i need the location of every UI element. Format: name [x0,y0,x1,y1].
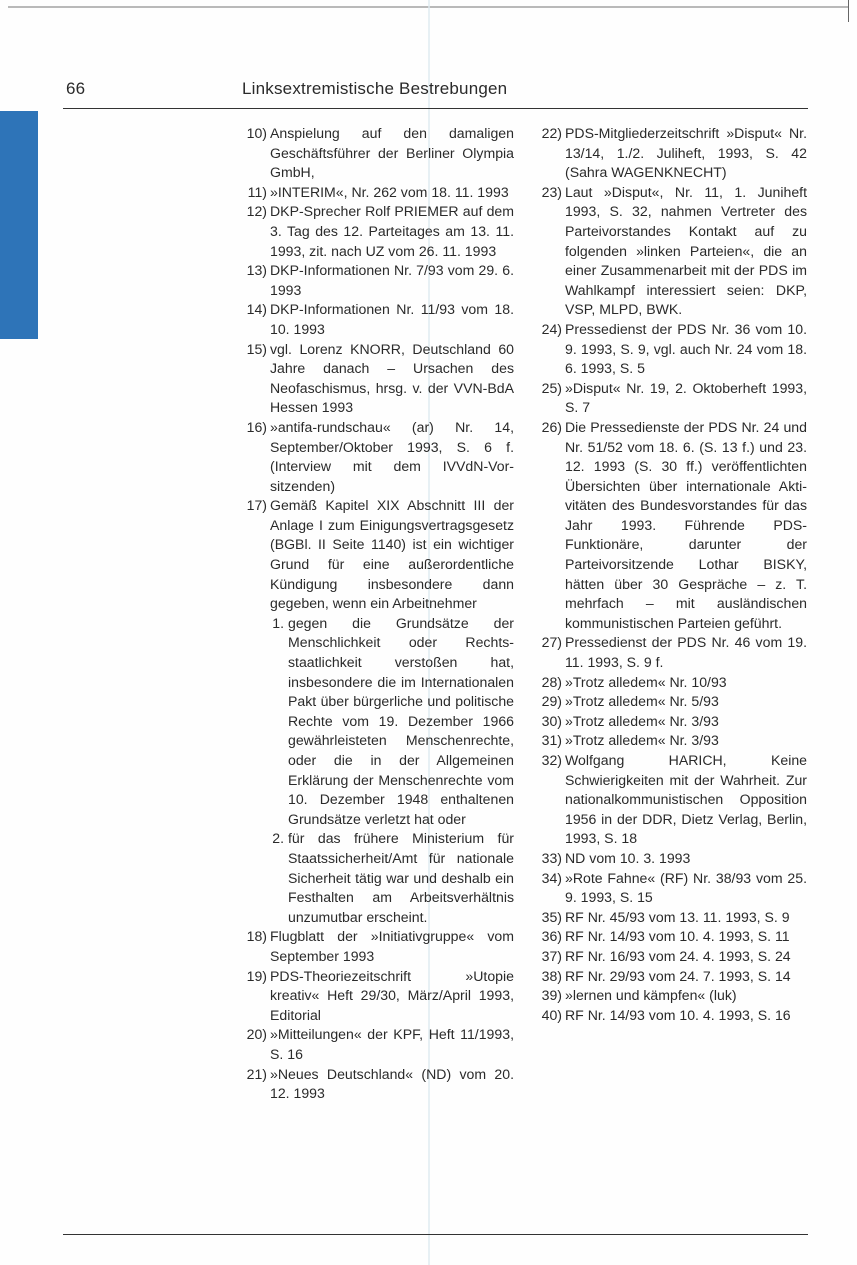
footnote [529,124,807,183]
footnote [234,927,514,966]
footnote-number: 10) [246,125,267,141]
footnote-number: 26) [541,418,562,435]
footnote-number: 33) [541,849,562,866]
footnote [234,261,514,300]
subitem-number: 2. [272,830,284,847]
footnote [529,673,807,693]
footnote-number: 27) [541,634,562,651]
subitem-text: für das frühere Ministerium für Staatssicherheit/Amt für nationale Sicherheit tätig war und deshalb ein Festhalten am Arbeitsverhältnis unzumutbar erscheint. [288,830,514,925]
footnote [529,986,807,1006]
subitem-text: gegen die Grundsätze der Menschlichkeit oder Rechtsstaatlichkeit verstoßen hat, insbesondere die im Internationalen Pakt über bürgerliche und politische Rechte vom 19. Dezember 1966 gewährleisteten Menschenrechte, oder die in der Allgemeinen Erklärung der Menschenrechte vom 10. Dezember 1948 enthaltenen Grundsätze verletzt hat oder [288,614,514,827]
footnote-number: 13) [246,262,267,279]
footnote-number: 36) [541,928,562,945]
footnote-number: 21) [246,1065,267,1082]
footnote [529,731,807,751]
footnote [529,692,807,712]
footnote-subitem [234,614,514,830]
footnote [529,927,807,947]
footnote-text: »INTERIM«, Nr. 262 vom 18. 11. 1993 [270,183,509,200]
footnote-number: 23) [541,183,562,200]
footnote-number: 31) [541,732,562,749]
footnote-number: 32) [541,752,562,768]
footnote [234,202,514,261]
footnote-text: DKP-Informationen Nr. 7/93 vom 29. 6. 1993 [270,262,514,298]
footnote-text: Anspielung auf den damaligen Geschäftsführer der Berliner Olympia GmbH, [270,125,514,181]
footnote-number: 18) [246,928,267,945]
footnote [529,712,807,732]
footnote-number: 12) [246,203,267,220]
footnote-text: Pressedienst der PDS Nr. 36 vom 10. 9. 1993, S. 9, vgl. auch Nr. 24 vom 18. 6. 1993, S. 5 [565,320,807,377]
footnote-number: 24) [541,320,562,337]
footnote-number: 15) [246,340,267,357]
footnote-text: »Mitteilungen« der KPF, Heft 11/1993, S. 16 [270,1026,514,1062]
footnote-number: 16) [246,418,267,435]
footnote-text: RF Nr. 29/93 vom 24. 7. 1993, S. 14 [565,967,791,984]
footnote-text: Gemäß Kapitel XIX Abschnitt III der Anlage I zum Einigungsvertragsgesetz (BGBl. II Seite 1140) ist ein wichtiger Grund für eine außerordentliche Kündigung insbesondere dann gegeben, wenn ein Arbeitnehmer [270,497,514,612]
footnote-number: 30) [541,712,562,729]
footnote-number: 38) [541,967,562,984]
footnote-text: »Disput« Nr. 19, 2. Oktoberheft 1993, S. 7 [565,379,807,416]
footnote [529,849,807,869]
footnote [529,947,807,967]
footnote-text: RF Nr. 14/93 vom 10. 4. 1993, S. 11 [565,928,790,945]
footnote [529,967,807,987]
footnote [234,1065,514,1104]
footnote-text: DKP-Sprecher Rolf PRIEMER auf dem 3. Tag des 12. Parteitages am 13. 11. 1993, zit. nach UZ vom 26. 11. 1993 [270,203,514,259]
footnote [529,320,807,379]
footnote [529,908,807,928]
footnote-text: PDS-Theoriezeitschrift »Utopie kreativ« Heft 29/30, März/April 1993, Editorial [270,967,514,1023]
footnote-number: 19) [246,967,267,984]
footnote-text: DKP-Informationen Nr. 11/93 vom 18. 10. 1993 [270,301,514,337]
footnotes-left-column [234,124,514,1104]
footnote-text: »Rote Fahne« (RF) Nr. 38/93 vom 25. 9. 1993, S. 15 [565,869,807,906]
footnote [529,418,807,634]
footnote [529,1006,807,1026]
footnote-number: 39) [541,987,562,1004]
footnote-text: RF Nr. 45/93 vom 13. 11. 1993, S. 9 [565,908,790,925]
footnote-text: »Trotz alledem« Nr. 3/93 [565,732,719,749]
footnote-number: 25) [541,379,562,396]
footnote-number: 37) [541,947,562,964]
footnote-text: RF Nr. 14/93 vom 10. 4. 1993, S. 16 [565,1006,791,1023]
footnote-number: 22) [541,125,562,141]
footnote-text: vgl. Lorenz KNORR, Deutschland 60 Jahre danach – Ursachen des Neofaschismus, hrsg. v. der VVN-BdA Hessen 1993 [270,340,514,416]
footnote-text: PDS-Mitgliederzeitschrift »Disput« Nr. 13/14, 1./2. Juliheft, 1993, S. 42 (Sahra WAGENKNECHT) [565,125,807,181]
footnote [234,300,514,339]
footnote [234,1025,514,1064]
footnote [234,340,514,418]
footnote-text: RF Nr. 16/93 vom 24. 4. 1993, S. 24 [565,947,791,964]
footnote [234,124,514,183]
footnote-number: 17) [246,497,267,514]
footnote-text: »Trotz alledem« Nr. 3/93 [565,712,719,729]
footnote-subitem [234,829,514,927]
footer-rule [63,1234,808,1235]
footnote-text: Wolfgang HARICH, Keine Schwierigkeiten mit der Wahrheit. Zur nationalkommunistischen Opposition 1956 in der DDR, Dietz Verlag, Berlin, 1993, S. 18 [565,752,807,847]
footnote-text: Laut »Disput«, Nr. 11, 1. Juniheft 1993, S. 32, nahmen Vertreter des Parteivorstandes Kontakt auf zu folgenden »linken Parteien«, die an einer Zusammenarbeit mit der PDS im Wahlkampf interessiert seien: DKP, VSP, MLPD, BWK. [565,183,807,318]
footnote [234,418,514,496]
footnote [529,183,807,320]
footnote-number: 40) [541,1006,562,1023]
footnote [529,751,807,849]
footnote-text: »Neues Deutschland« (ND) vom 20. 12. 1993 [270,1065,514,1102]
footnote-number: 20) [246,1026,267,1043]
header-rule [63,108,808,109]
footnote-text: Die Pressedienste der PDS Nr. 24 und Nr. 51/52 vom 18. 6. (S. 13 f.) und 23. 12. 1993 (S. 30 ff.) veröffentlichten Übersichten über internationale Aktivitäten des Bundesvorstandes für das Jahr 1993. Führende PDS-Funktionäre, darunter der Parteivorsitzende Lothar BISKY, hätten über 30 Gespräche – z. T. mehrfach – mit ausländischen kommunistischen Parteien geführt. [565,418,807,631]
footnote [529,633,807,672]
footnote [234,967,514,1026]
subitem-number: 1. [272,614,284,631]
footnote [234,496,514,614]
footnotes-right-column [529,124,807,1025]
chapter-tab-marker [0,111,38,339]
footnote-number: 34) [541,869,562,886]
footnote-number: 14) [246,301,267,318]
footnote-number: 29) [541,693,562,710]
footnote-text: »antifa-rundschau« (ar) Nr. 14, September/Oktober 1993, S. 6 f. (Interview mit dem IVVdN-Vorsitzenden) [270,418,514,494]
footnote-text: »lernen und kämpfen« (luk) [565,987,737,1004]
footnote [529,379,807,418]
footnote-number: 28) [541,673,562,690]
footnote-number: 35) [541,908,562,925]
footnote-text: ND vom 10. 3. 1993 [565,849,691,866]
footnote-text: Flugblatt der »Initiativgruppe« vom September 1993 [270,928,514,964]
footnote [234,183,514,203]
footnote-number: 11) [247,183,267,200]
running-head: Linksextremistische Bestrebungen [242,79,508,98]
footnote-text: »Trotz alledem« Nr. 10/93 [565,673,727,690]
page-number: 66 [66,79,86,98]
footnote-text: »Trotz alledem« Nr. 5/93 [565,693,719,710]
footnote [529,869,807,908]
right-edge-mark [848,0,849,22]
footnote-text: Pressedienst der PDS Nr. 46 vom 19. 11. 1993, S. 9 f. [565,634,807,671]
